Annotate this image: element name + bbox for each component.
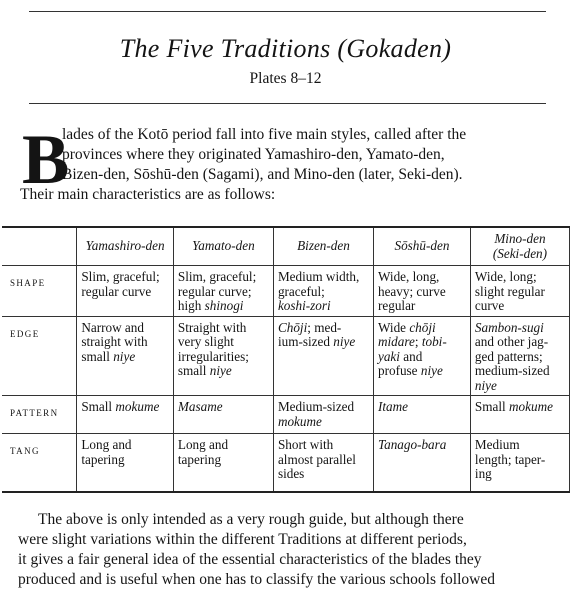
cell-line: medium-sized xyxy=(474,363,550,378)
table-cell xyxy=(373,316,470,396)
cell-line xyxy=(475,379,566,394)
table-row-tang xyxy=(2,434,570,492)
table-cell xyxy=(470,316,569,396)
cell-text: high xyxy=(177,298,205,313)
table-cell xyxy=(173,266,273,317)
cell-line: tapering xyxy=(177,451,222,467)
drop-cap: B xyxy=(22,121,70,199)
table-row-edge xyxy=(2,316,570,396)
plates-subtitle: Plates 8–12 xyxy=(249,70,322,87)
cell-line: Long and xyxy=(177,437,229,452)
cell-term: niye xyxy=(474,377,497,393)
closing-line: The above is only intended as a very rough guide, but although there xyxy=(38,511,464,528)
cell-line: Straight with xyxy=(177,319,247,335)
cell-term: Tanago-bara xyxy=(377,437,447,452)
cell-line: straight with xyxy=(81,334,148,349)
cell-term: mokume xyxy=(277,413,322,429)
cell-line: tapering xyxy=(81,451,125,467)
row-label-tang: TANG xyxy=(2,434,77,492)
top-rule xyxy=(29,11,546,12)
cell-text: Small xyxy=(474,399,509,414)
table-cell xyxy=(173,316,273,396)
cell-term: niye xyxy=(113,348,136,364)
table-cell xyxy=(273,316,373,396)
cell-line: slight regular xyxy=(474,283,545,299)
table-cell xyxy=(373,266,470,317)
closing-line: were slight variations within the different Traditions at different periods, xyxy=(18,531,467,548)
cell-line: Medium xyxy=(474,437,520,452)
column-header-line: Mino-den xyxy=(494,231,546,246)
cell-line: heavy; curve xyxy=(377,283,446,299)
cell-text: and xyxy=(399,348,423,364)
row-label-pattern: PATTERN xyxy=(2,396,77,434)
cell-line: irregularities; xyxy=(177,348,249,364)
cell-line xyxy=(178,299,270,314)
cell-term: mokume xyxy=(115,399,160,414)
table-cell xyxy=(77,396,174,434)
cell-line: Wide, long; xyxy=(474,269,537,284)
cell-term: Sambon-sugi xyxy=(474,319,544,335)
cell-line: Wide, long, xyxy=(377,269,440,284)
table-cell xyxy=(173,396,273,434)
cell-term: niye xyxy=(333,334,356,349)
table-corner xyxy=(2,227,77,266)
row-label-shape: SHAPE xyxy=(2,266,77,317)
intro-line: lades of the Kotō period fall into five main styles, called after the xyxy=(62,126,467,143)
cell-line: ing xyxy=(474,466,492,481)
table-row-shape xyxy=(2,266,570,317)
cell-line xyxy=(278,321,370,336)
cell-line xyxy=(178,364,270,379)
cell-line xyxy=(278,415,370,430)
cell-term: niye xyxy=(420,363,443,378)
cell-line: Short with xyxy=(277,437,334,452)
cell-term: yaki xyxy=(377,348,400,364)
cell-text: Small xyxy=(81,399,116,414)
column-header-line: (Seki-den) xyxy=(492,245,548,261)
table-cell xyxy=(470,396,569,434)
cell-line: ged patterns; xyxy=(474,348,543,364)
cell-line: sides xyxy=(277,466,305,481)
characteristics-table xyxy=(2,226,570,493)
closing-line: it gives a fair general idea of the essential characteristics of the blades they xyxy=(18,551,482,568)
column-header-yamato: Yamato-den xyxy=(173,227,273,266)
cell-line xyxy=(378,364,467,379)
table-cell xyxy=(373,434,470,492)
column-header-soshu: Sōshū-den xyxy=(373,227,470,266)
cell-line: regular curve; xyxy=(177,283,252,299)
cell-line: and other jag- xyxy=(474,334,549,349)
intro-line: Bizen-den, Sōshū-den (Sagami), and Mino-den (later, Seki-den). xyxy=(62,166,463,183)
closing-line: produced and is useful when one has to classify the various schools followed xyxy=(18,571,495,588)
table-cell xyxy=(373,396,470,434)
cell-line: Narrow and xyxy=(81,319,144,335)
table-header-row xyxy=(2,227,570,266)
cell-term: chōji xyxy=(409,319,436,335)
cell-term: koshi-zori xyxy=(277,298,331,313)
cell-term: Masame xyxy=(177,399,223,414)
page-title: The Five Traditions (Gokaden) xyxy=(119,34,452,63)
cell-line: graceful; xyxy=(277,283,325,299)
cell-text: small xyxy=(81,348,114,364)
cell-line: length; taper- xyxy=(474,451,546,467)
cell-term: Chōji xyxy=(277,319,308,335)
cell-line: regular curve xyxy=(81,283,152,299)
cell-line: Medium width, xyxy=(277,269,360,284)
cell-text: profuse xyxy=(377,363,421,378)
cell-text: small xyxy=(177,363,210,378)
table-cell xyxy=(77,266,174,317)
cell-line xyxy=(278,335,370,350)
cell-line: almost parallel xyxy=(277,451,356,467)
table-cell xyxy=(77,434,174,492)
cell-text: ium-sized xyxy=(277,334,334,349)
table-cell xyxy=(77,316,174,396)
table-cell xyxy=(470,434,569,492)
cell-term: shinogi xyxy=(204,298,244,313)
column-header-yamashiro: Yamashiro-den xyxy=(77,227,174,266)
table-row-pattern xyxy=(2,396,570,434)
table-cell xyxy=(273,396,373,434)
closing-paragraph xyxy=(18,510,566,590)
row-label-edge: EDGE xyxy=(2,316,77,396)
column-header-mino xyxy=(470,227,569,266)
cell-term: Itame xyxy=(377,399,409,414)
cell-term: niye xyxy=(209,363,232,378)
cell-line: Slim, graceful; xyxy=(81,269,160,284)
intro-line: Their main characteristics are as follows: xyxy=(20,186,276,203)
intro-line: provinces where they originated Yamashiro-den, Yamato-den, xyxy=(62,146,445,163)
table-cell xyxy=(273,434,373,492)
cell-line xyxy=(378,321,467,336)
cell-line: regular xyxy=(377,298,416,313)
table-cell xyxy=(273,266,373,317)
column-header-bizen: Bizen-den xyxy=(273,227,373,266)
cell-line xyxy=(378,350,467,365)
cell-line: very slight xyxy=(177,334,234,349)
cell-term: mokume xyxy=(509,399,553,414)
cell-text: ; xyxy=(414,334,422,349)
table-cell xyxy=(470,266,569,317)
cell-line: curve xyxy=(474,298,505,313)
cell-line: Long and xyxy=(81,437,132,452)
cell-line xyxy=(378,335,467,350)
cell-line xyxy=(475,321,566,336)
cell-line: Slim, graceful; xyxy=(177,269,257,284)
cell-line: Medium-sized xyxy=(277,399,355,414)
cell-term: tobi- xyxy=(421,334,447,349)
table-cell xyxy=(173,434,273,492)
cell-line xyxy=(278,299,370,314)
cell-line xyxy=(81,350,170,365)
cell-text: Wide xyxy=(377,319,410,335)
cell-text: ; med- xyxy=(307,319,342,335)
section-rule xyxy=(29,103,546,104)
cell-term: midare xyxy=(377,334,415,349)
